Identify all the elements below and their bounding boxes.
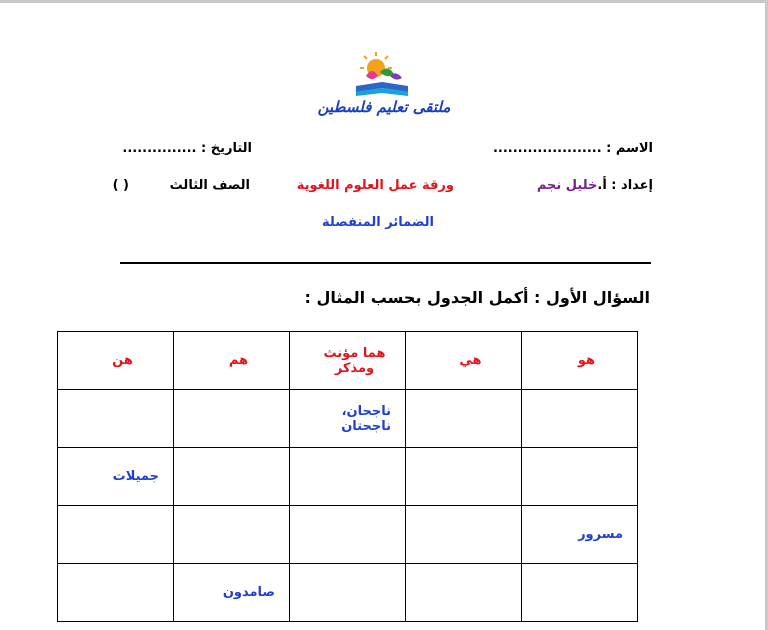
table-cell: مسرور (522, 506, 638, 564)
grade-blank: ( ) (112, 178, 129, 193)
grade-label: الصف الثالث (169, 178, 250, 193)
logo-text: ملتقى تعليم فلسطين (317, 98, 451, 116)
table-cell: جميلات (58, 448, 174, 506)
table-cell (174, 448, 290, 506)
table-cell (58, 390, 174, 448)
header-cell: هي (406, 332, 522, 390)
table-cell: صامدون (174, 564, 290, 622)
table-cell (58, 564, 174, 622)
table-cell (522, 564, 638, 622)
table-cell (406, 564, 522, 622)
table-cell (522, 390, 638, 448)
name-field: الاسم : ...................... (492, 141, 653, 156)
table-cell (290, 448, 406, 506)
table-header-row (58, 332, 638, 390)
table-cell (290, 564, 406, 622)
divider-line (120, 262, 651, 264)
table-cell: ناجحان، ناجحتان (290, 390, 406, 448)
table-row (58, 390, 638, 448)
teacher-name: خليل نجم (536, 178, 598, 193)
header-cell: هم (174, 332, 290, 390)
topic-title: الضمائر المنفصلة (322, 215, 434, 230)
table-row (58, 506, 638, 564)
table-cell (290, 506, 406, 564)
header-cell: هما مؤنث ومذكر (290, 332, 406, 390)
table-cell (406, 448, 522, 506)
pronouns-table (57, 331, 638, 622)
window-top-border (0, 0, 768, 3)
worksheet-title: ورقة عمل العلوم اللغوية (296, 178, 454, 193)
table-row (58, 448, 638, 506)
header-cell: هن (58, 332, 174, 390)
table-cell (58, 506, 174, 564)
table-cell (406, 390, 522, 448)
table-cell (174, 390, 290, 448)
table-cell (522, 448, 638, 506)
header-cell: هو (522, 332, 638, 390)
prepared-label: إعداد : أ. (597, 178, 653, 193)
question-title: السؤال الأول : أكمل الجدول بحسب المثال : (304, 288, 650, 307)
table-cell (406, 506, 522, 564)
table-cell (174, 506, 290, 564)
table-row (58, 564, 638, 622)
prepared-by (537, 178, 653, 193)
date-field: التاريخ : ............... (122, 141, 252, 156)
